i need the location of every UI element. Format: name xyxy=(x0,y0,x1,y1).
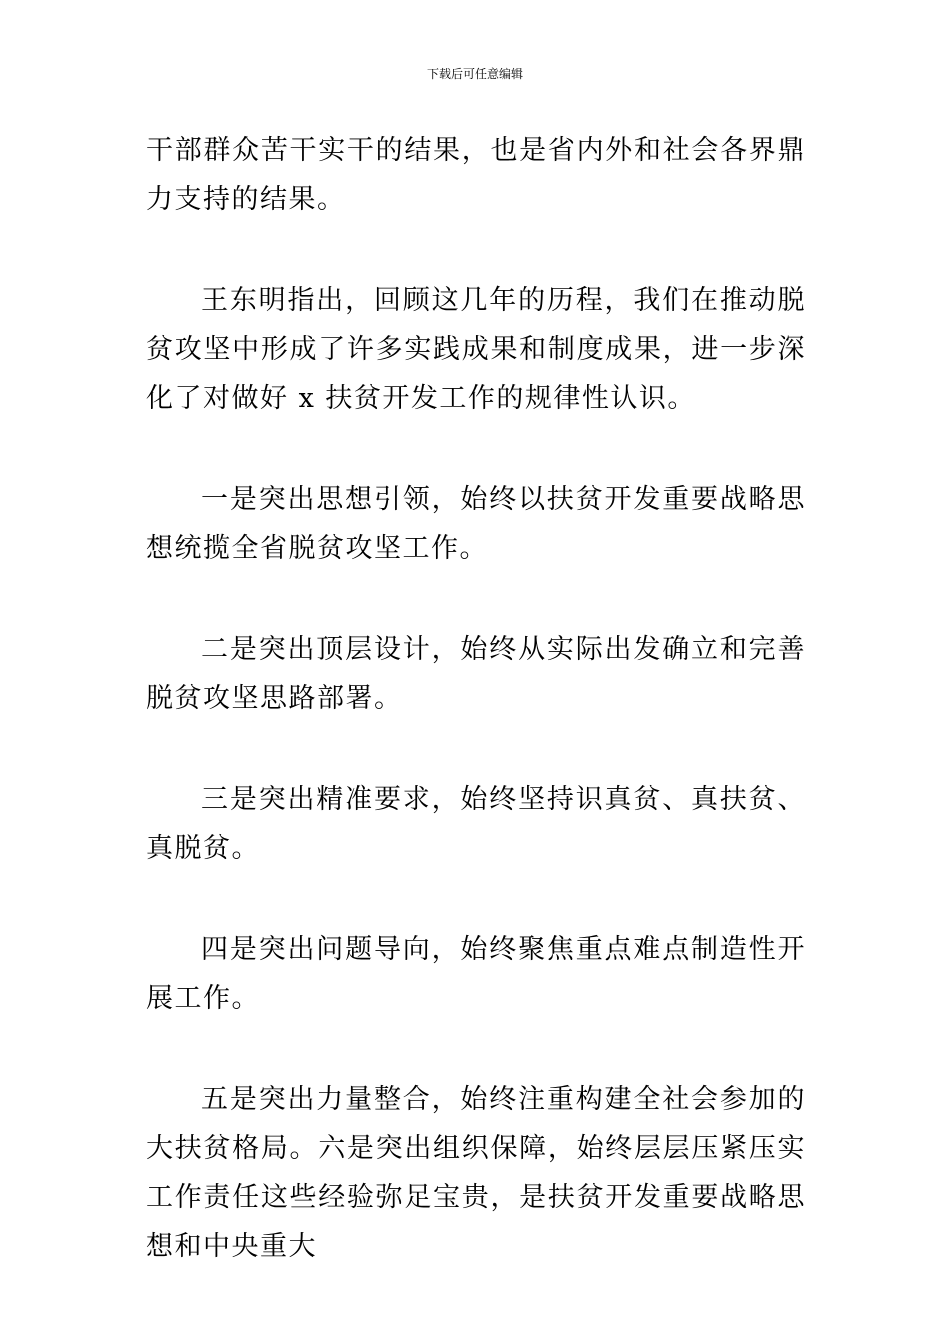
paragraph-7: 五是突出力量整合，始终注重构建全社会参加的大扶贫格局。六是突出组织保障，始终层层压紧压实工作责任这些经验弥足宝贵，是扶贫开发重要战略思想和中央重大 xyxy=(146,1084,806,1262)
paragraph-gap xyxy=(146,873,806,925)
paragraph-5: 三是突出精准要求，始终坚持识真贫、真扶贫、真脱贫。 xyxy=(146,784,806,864)
paragraph-gap xyxy=(146,423,806,475)
paragraph-1: 干部群众苦干实干的结果，也是省内外和社会各界鼎力支持的结果。 xyxy=(146,135,806,215)
paragraph-gap xyxy=(146,573,806,625)
header-note: 下载后可任意编辑 xyxy=(426,67,523,81)
paragraph-gap xyxy=(146,224,806,276)
paragraph-6: 四是突出问题导向，始终聚焦重点难点制造性开展工作。 xyxy=(146,934,806,1014)
paragraph-4: 二是突出顶层设计，始终从实际出发确立和完善脱贫攻坚思路部署。 xyxy=(146,634,806,714)
paragraph-2: 王东明指出，回顾这几年的历程，我们在推动脱贫攻坚中形成了许多实践成果和制度成果，进一步深化了对做好 x 扶贫开发工作的规律性认识。 xyxy=(146,285,806,414)
paragraph-3: 一是突出思想引领，始终以扶贫开发重要战略思想统揽全省脱贫攻坚工作。 xyxy=(146,484,806,564)
document-body xyxy=(146,126,806,1271)
paragraph-gap xyxy=(146,723,806,775)
paragraph-gap xyxy=(146,1023,806,1075)
